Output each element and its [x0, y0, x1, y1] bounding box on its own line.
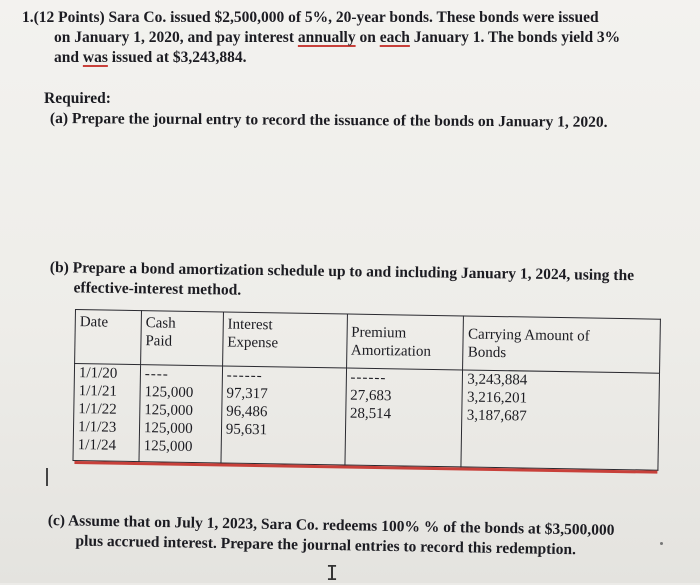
table-row: [73, 364, 660, 471]
text-cursor-mark: [46, 468, 48, 486]
date-cell: 1/1/23: [77, 419, 117, 436]
interest-cell: ------: [226, 367, 263, 385]
date-cell: 1/1/22: [78, 401, 117, 418]
amortization-table: [72, 309, 660, 471]
date-cell: 1/1/24: [77, 437, 117, 454]
carrying-cell: 3,243,884: [467, 371, 528, 389]
date-cell: 1/1/21: [78, 383, 118, 400]
carrying-cell: 3,216,201: [466, 389, 528, 407]
header-cash-paid: Cash Paid: [141, 311, 224, 366]
spellcheck-each: each: [379, 29, 410, 46]
table-header-row: [75, 310, 661, 374]
part-b-text: [49, 258, 689, 307]
header-premium-amortization: Premium Amortization: [346, 314, 464, 370]
interest-cell: 97,317: [226, 385, 268, 403]
interest-expense-column: [221, 366, 346, 465]
question-line-2: on January 1, 2020, and pay interest annually on each January 1. The bonds yield 3%: [54, 29, 621, 46]
part-c-line-1: (c) Assume that on July 1, 2023, Sara Co. redeems 100% % of the bonds at $3,500,000: [47, 511, 615, 539]
cash-cell: 125,000: [143, 420, 193, 437]
part-a-text: (a) Prepare the journal entry to record the issuance of the bonds on January 1, 2020.: [49, 110, 608, 131]
cash-cell: 125,000: [144, 402, 194, 419]
date-cell: 1/1/20: [78, 365, 118, 382]
part-b-line-2: effective-interest method.: [73, 279, 242, 299]
header-carrying-amount: Carrying Amount of Bonds: [463, 316, 660, 373]
part-c-line-2: plus accrued interest. Prepare the journal entries to record this redemption.: [75, 532, 577, 559]
cash-paid-column: [139, 365, 223, 463]
carrying-amount-column: [461, 370, 659, 470]
required-label: Required:: [44, 90, 111, 107]
date-column: [73, 364, 141, 462]
premium-amortization-column: [345, 368, 463, 467]
spellcheck-was: was: [82, 49, 108, 66]
stray-dot: [660, 542, 663, 545]
ibeam-cursor-icon: I: [326, 561, 339, 585]
premium-cell: 28,514: [349, 405, 392, 423]
cash-cell: ----: [144, 366, 169, 383]
cash-cell: 125,000: [143, 438, 193, 455]
amortization-table-wrap: [72, 309, 664, 474]
part-b-line-1: (b) Prepare a bond amortization schedule up to and including January 1, 2024, using the: [49, 258, 635, 285]
spellcheck-annually: annually: [297, 29, 356, 46]
interest-cell: 96,486: [226, 403, 268, 421]
part-c-text: [47, 511, 688, 562]
question-line-3: and was issued at $3,243,884.: [54, 49, 247, 66]
question-line-1: 1.(12 Points) Sara Co. issued $2,500,000 of 5%, 20-year bonds. These bonds were issued: [22, 9, 599, 26]
premium-cell: ------: [350, 369, 387, 387]
cash-cell: 125,000: [144, 384, 194, 401]
question-text: [22, 8, 694, 68]
carrying-cell: 3,187,687: [466, 407, 527, 425]
interest-cell: 95,631: [225, 421, 268, 439]
premium-cell: 27,683: [350, 387, 392, 405]
header-interest-expense: Interest Expense: [222, 312, 347, 368]
header-date: Date: [75, 310, 142, 365]
